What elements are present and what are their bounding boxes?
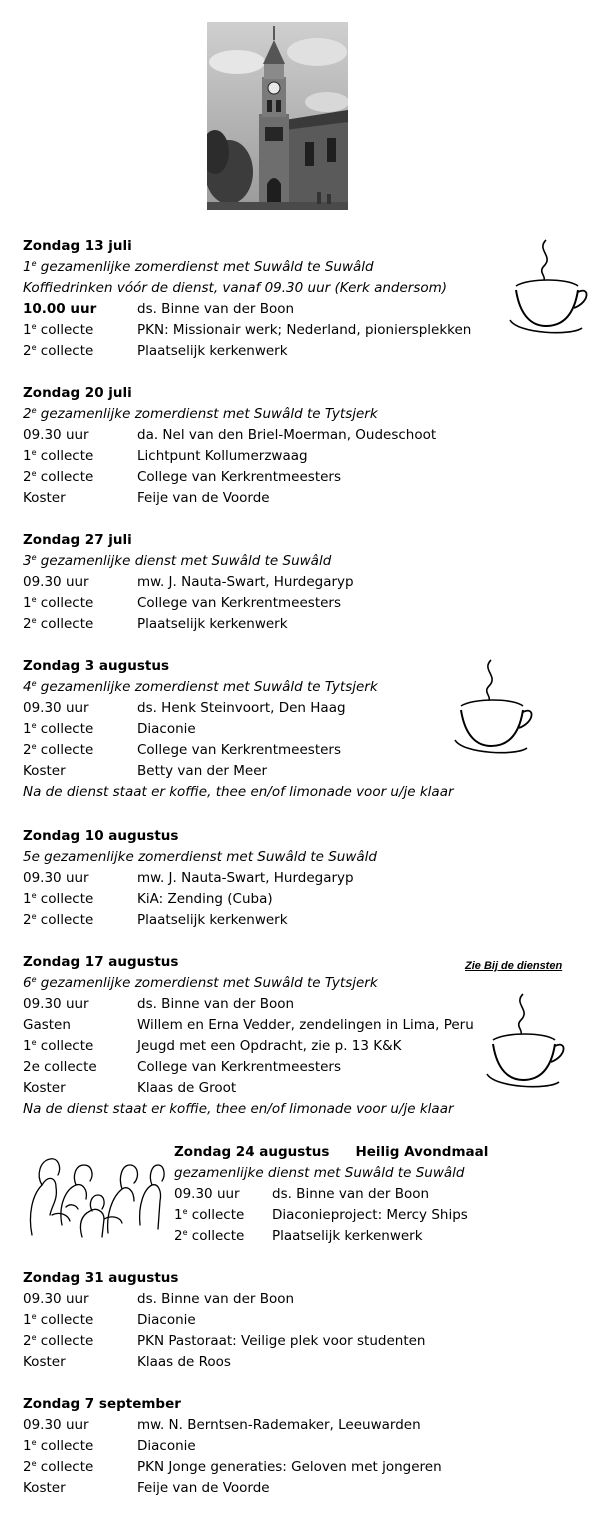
service-description: 3e gezamenlijke dienst met Suwâld te Suwâld (23, 553, 332, 569)
service-row (23, 761, 583, 782)
section-title: Zondag 3 augustus (23, 658, 170, 674)
service-section (23, 1394, 583, 1499)
section-title: Zondag 17 augustus (23, 954, 179, 970)
service-row (23, 341, 583, 362)
section-title: Zondag 27 juli (23, 532, 132, 548)
service-row (23, 1415, 583, 1436)
row-value: Klaas de Groot (137, 1080, 237, 1096)
row-value: College van Kerkrentmeesters (137, 469, 342, 485)
row-value: PKN Pastoraat: Veilige plek voor studenten (137, 1333, 426, 1349)
row-label: 1e collecte (174, 1207, 245, 1223)
service-description: 6e gezamenlijke zomerdienst met Suwâld te Tytsjerk (23, 975, 378, 991)
row-label: 2e collecte (23, 469, 94, 485)
section-title: Zondag 31 augustus (23, 1270, 179, 1286)
row-label: 09.30 uur (23, 574, 89, 590)
row-label: 09.30 uur (23, 427, 89, 443)
section-title-extra: Heilig Avondmaal (355, 1144, 489, 1160)
row-value: KiA: Zending (Cuba) (137, 891, 273, 907)
row-value: mw. J. Nauta-Swart, Hurdegaryp (137, 870, 354, 886)
service-section (23, 826, 583, 931)
service-footer-note: Na de dienst staat er koffie, thee en/of limonade voor u/je klaar (23, 784, 454, 800)
section-title: Zondag 7 september (23, 1396, 181, 1412)
row-label: 09.30 uur (23, 1291, 89, 1307)
row-label: 2e collecte (23, 343, 94, 359)
row-label: 09.30 uur (23, 700, 89, 716)
service-section (23, 1268, 583, 1373)
section-title: Zondag 10 augustus (23, 828, 179, 844)
row-value: Willem en Erna Vedder, zendelingen in Lima, Peru (137, 1017, 474, 1033)
row-value: Betty van der Meer (137, 763, 268, 779)
row-label: 2e collecte (23, 616, 94, 632)
row-label: 1e collecte (23, 1438, 94, 1454)
row-label: 1e collecte (23, 322, 94, 338)
row-label: 2e collecte (23, 742, 94, 758)
service-description: Koffiedrinken vóór de dienst, vanaf 09.30 uur (Kerk andersom) (23, 280, 448, 296)
row-label: 09.30 uur (23, 1417, 89, 1433)
service-row (23, 425, 583, 446)
row-label: Koster (23, 490, 66, 506)
row-label: 1e collecte (23, 721, 94, 737)
service-row (23, 1078, 583, 1099)
service-row (23, 467, 583, 488)
service-row (23, 1289, 583, 1310)
row-value: College van Kerkrentmeesters (137, 742, 342, 758)
row-label: Gasten (23, 1017, 71, 1033)
service-row (23, 1015, 583, 1036)
row-label: 2e collecte (23, 912, 94, 928)
row-label: 2e collecte (23, 1459, 94, 1475)
service-row (23, 1478, 583, 1499)
row-label: 2e collecte (23, 1059, 97, 1075)
church-photo (207, 22, 348, 210)
row-value: Diaconie (137, 1438, 196, 1454)
service-row (23, 488, 583, 509)
row-value: Feije van de Voorde (137, 490, 270, 506)
row-label: Koster (23, 763, 66, 779)
row-value: Klaas de Roos (137, 1354, 231, 1370)
row-label: 09.30 uur (23, 996, 89, 1012)
row-label: 1e collecte (23, 891, 94, 907)
row-value: PKN: Missionair werk; Nederland, pioniersplekken (137, 322, 472, 338)
service-section (23, 383, 583, 509)
service-description: gezamenlijke dienst met Suwâld te Suwâld (174, 1165, 465, 1181)
service-row (23, 1436, 583, 1457)
service-footer-note: Na de dienst staat er koffie, thee en/of limonade voor u/je klaar (23, 1101, 454, 1117)
row-value: Plaatselijk kerkenwerk (272, 1228, 423, 1244)
row-value: PKN Jonge generaties: Geloven met jongeren (137, 1459, 442, 1475)
service-row (23, 994, 583, 1015)
row-label: Koster (23, 1480, 66, 1496)
service-row (23, 740, 583, 761)
service-row (23, 1457, 583, 1478)
service-description: 2e gezamenlijke zomerdienst met Suwâld te Tytsjerk (23, 406, 378, 422)
row-value: ds. Binne van der Boon (272, 1186, 430, 1202)
service-description: 4e gezamenlijke zomerdienst met Suwâld te Tytsjerk (23, 679, 378, 695)
row-value: Jeugd met een Opdracht, zie p. 13 K&K (137, 1038, 402, 1054)
row-value: mw. J. Nauta-Swart, Hurdegaryp (137, 574, 354, 590)
row-value: Plaatselijk kerkenwerk (137, 343, 288, 359)
service-row (174, 1205, 602, 1226)
row-value: College van Kerkrentmeesters (137, 1059, 342, 1075)
row-label: 09.30 uur (23, 870, 89, 886)
row-label: 2e collecte (23, 1333, 94, 1349)
section-title: Zondag 24 augustus Heilig Avondmaal (174, 1142, 602, 1163)
service-section (174, 1142, 602, 1247)
service-row (23, 320, 583, 341)
row-label: 1e collecte (23, 1312, 94, 1328)
service-row (174, 1226, 602, 1247)
service-row (23, 698, 583, 719)
section-title: Zondag 13 juli (23, 238, 132, 254)
service-row (23, 719, 583, 740)
people-sketch-icon (22, 1145, 168, 1245)
row-value: College van Kerkrentmeesters (137, 595, 342, 611)
service-row (23, 1036, 583, 1057)
row-value: Diaconieproject: Mercy Ships (272, 1207, 468, 1223)
service-section (23, 530, 583, 635)
row-label: 1e collecte (23, 448, 94, 464)
row-value: Diaconie (137, 721, 196, 737)
service-row (23, 889, 583, 910)
service-section (23, 656, 583, 803)
service-row (23, 1310, 583, 1331)
row-label: Koster (23, 1080, 66, 1096)
row-value: Feije van de Voorde (137, 1480, 270, 1496)
service-row (23, 446, 583, 467)
row-value: Lichtpunt Kollumerzwaag (137, 448, 308, 464)
service-description: 5e gezamenlijke zomerdienst met Suwâld te Suwâld (23, 849, 377, 865)
row-value: Plaatselijk kerkenwerk (137, 616, 288, 632)
service-row (23, 910, 583, 931)
row-value: mw. N. Berntsen-Rademaker, Leeuwarden (137, 1417, 421, 1433)
zie-bij-de-diensten-link[interactable]: Zie Bij de diensten (465, 960, 563, 972)
service-section (23, 952, 583, 1120)
service-row (23, 1057, 583, 1078)
service-section (23, 236, 583, 362)
row-value: ds. Binne van der Boon (137, 996, 295, 1012)
row-label: 1e collecte (23, 595, 94, 611)
row-label: 2e collecte (174, 1228, 245, 1244)
row-label: 09.30 uur (174, 1186, 240, 1202)
service-row (23, 572, 583, 593)
service-row (23, 593, 583, 614)
row-label: 10.00 uur (23, 301, 97, 317)
service-description: 1e gezamenlijke zomerdienst met Suwâld te Suwâld (23, 259, 374, 275)
service-row (174, 1184, 602, 1205)
section-title: Zondag 20 juli (23, 385, 132, 401)
row-value: ds. Henk Steinvoort, Den Haag (137, 700, 346, 716)
service-row (23, 1331, 583, 1352)
row-value: Diaconie (137, 1312, 196, 1328)
row-label: 1e collecte (23, 1038, 94, 1054)
service-row (23, 868, 583, 889)
row-value: ds. Binne van der Boon (137, 301, 295, 317)
row-label: Koster (23, 1354, 66, 1370)
service-row (23, 299, 583, 320)
service-row (23, 1352, 583, 1373)
row-value: da. Nel van den Briel-Moerman, Oudeschoot (137, 427, 437, 443)
row-value: ds. Binne van der Boon (137, 1291, 295, 1307)
service-row (23, 614, 583, 635)
row-value: Plaatselijk kerkenwerk (137, 912, 288, 928)
